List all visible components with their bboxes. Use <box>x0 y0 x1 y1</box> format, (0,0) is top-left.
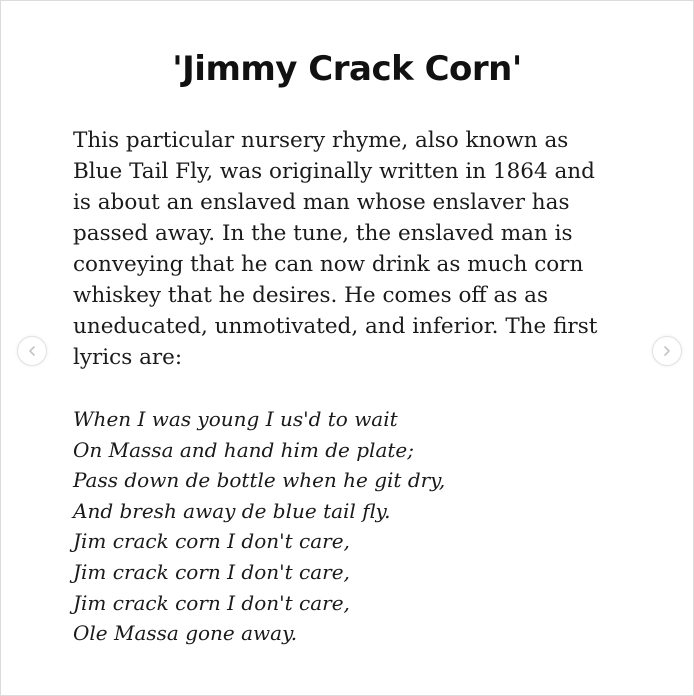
next-slide-button[interactable] <box>652 336 682 366</box>
lyric-line: When I was young I us'd to wait <box>73 407 398 431</box>
lyric-line: Pass down de bottle when he git dry, <box>73 468 446 493</box>
lyric-line: On Massa and hand him de plate; <box>73 437 414 462</box>
lyric-line: Ole Massa gone away. <box>73 621 298 646</box>
intro-paragraph: This particular nursery rhyme, also known as Blue Tail Fly, was originally written in 1864 and is about an enslaved man whose enslaver has passed away. In the tune, the enslaved man is conveying that he can now drink as much corn whiskey that he desires. He comes off as as uneducated, unmotivated, and inferior. The first lyrics are: <box>73 128 598 370</box>
lyric-line: Jim crack corn I don't care, <box>73 559 350 584</box>
lyrics-block <box>73 404 613 649</box>
lyric-line: And bresh away de blue tail fly. <box>73 498 391 523</box>
chevron-left-icon <box>26 345 38 357</box>
lyric-line: Jim crack corn I don't care, <box>73 590 350 615</box>
slide-title: 'Jimmy Crack Corn' <box>172 49 522 89</box>
lyric-line: Jim crack corn I don't care, <box>73 529 350 554</box>
previous-slide-button[interactable] <box>17 336 47 366</box>
chevron-right-icon <box>661 345 673 357</box>
